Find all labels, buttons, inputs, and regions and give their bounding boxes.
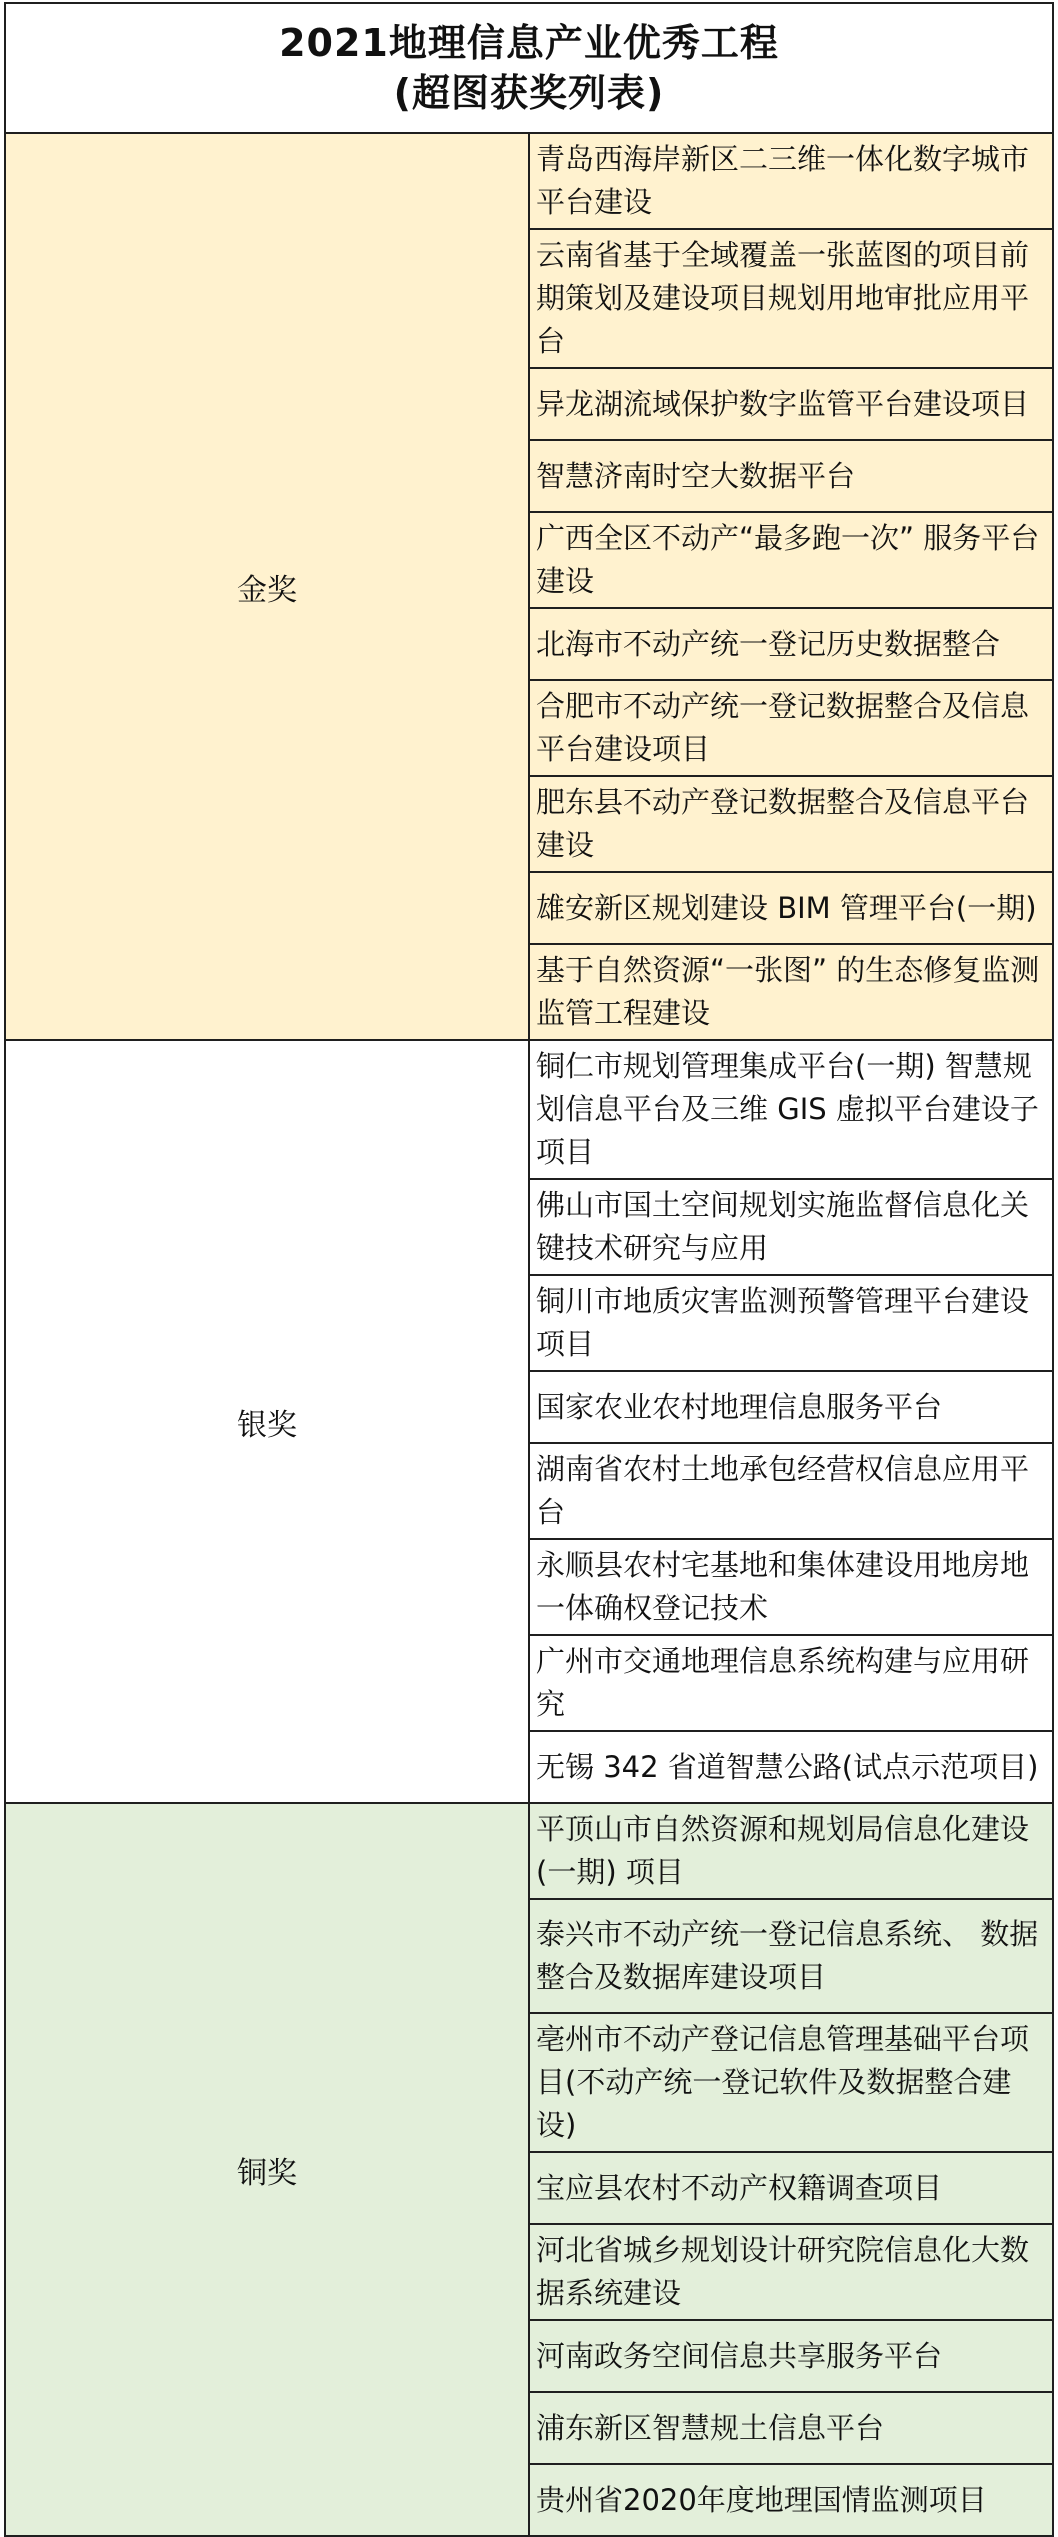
table-cell: 青岛西海岸新区二三维一体化数字城市平台建设 [529, 133, 1053, 229]
table-row [5, 133, 1053, 229]
table-cell: 广西全区不动产“最多跑一次” 服务平台建设 [529, 512, 1053, 608]
table-row [5, 1803, 1053, 1899]
table-cell: 河南政务空间信息共享服务平台 [529, 2320, 1053, 2392]
title-cell [5, 3, 1053, 133]
table-cell: 宝应县农村不动产权籍调查项目 [529, 2152, 1053, 2224]
category-bronze: 铜奖 [5, 1803, 529, 2536]
table-cell: 北海市不动产统一登记历史数据整合 [529, 608, 1053, 680]
table-cell: 云南省基于全域覆盖一张蓝图的项目前期策划及建设项目规划用地审批应用平台 [529, 229, 1053, 368]
table-cell: 河北省城乡规划设计研究院信息化大数据系统建设 [529, 2224, 1053, 2320]
table-cell: 肥东县不动产登记数据整合及信息平台建设 [529, 776, 1053, 872]
award-table [4, 2, 1054, 2537]
page-subtitle: (超图获奖列表) [393, 71, 665, 115]
table-cell: 国家农业农村地理信息服务平台 [529, 1371, 1053, 1443]
page-title: 2021地理信息产业优秀工程 [279, 21, 779, 65]
table-cell: 异龙湖流域保护数字监管平台建设项目 [529, 368, 1053, 440]
table-cell: 永顺县农村宅基地和集体建设用地房地一体确权登记技术 [529, 1539, 1053, 1635]
table-row [5, 1040, 1053, 1179]
table-cell: 湖南省农村土地承包经营权信息应用平台 [529, 1443, 1053, 1539]
table-cell: 浦东新区智慧规土信息平台 [529, 2392, 1053, 2464]
table-cell: 雄安新区规划建设 BIM 管理平台(一期) [529, 872, 1053, 944]
category-silver: 银奖 [5, 1040, 529, 1803]
table-cell: 智慧济南时空大数据平台 [529, 440, 1053, 512]
table-cell: 广州市交通地理信息系统构建与应用研究 [529, 1635, 1053, 1731]
table-cell: 佛山市国土空间规划实施监督信息化关键技术研究与应用 [529, 1179, 1053, 1275]
table-cell: 贵州省2020年度地理国情监测项目 [529, 2464, 1053, 2536]
table-cell: 泰兴市不动产统一登记信息系统、 数据整合及数据库建设项目 [529, 1899, 1053, 2013]
table-cell: 铜仁市规划管理集成平台(一期) 智慧规划信息平台及三维 GIS 虚拟平台建设子项目 [529, 1040, 1053, 1179]
table-cell: 合肥市不动产统一登记数据整合及信息平台建设项目 [529, 680, 1053, 776]
title-row [5, 3, 1053, 133]
table-cell: 基于自然资源“一张图” 的生态修复监测监管工程建设 [529, 944, 1053, 1040]
table-cell: 铜川市地质灾害监测预警管理平台建设项目 [529, 1275, 1053, 1371]
table-cell: 平顶山市自然资源和规划局信息化建设(一期) 项目 [529, 1803, 1053, 1899]
category-gold: 金奖 [5, 133, 529, 1040]
table-cell: 无锡 342 省道智慧公路(试点示范项目) [529, 1731, 1053, 1803]
table-cell: 亳州市不动产登记信息管理基础平台项目(不动产统一登记软件及数据整合建设) [529, 2013, 1053, 2152]
